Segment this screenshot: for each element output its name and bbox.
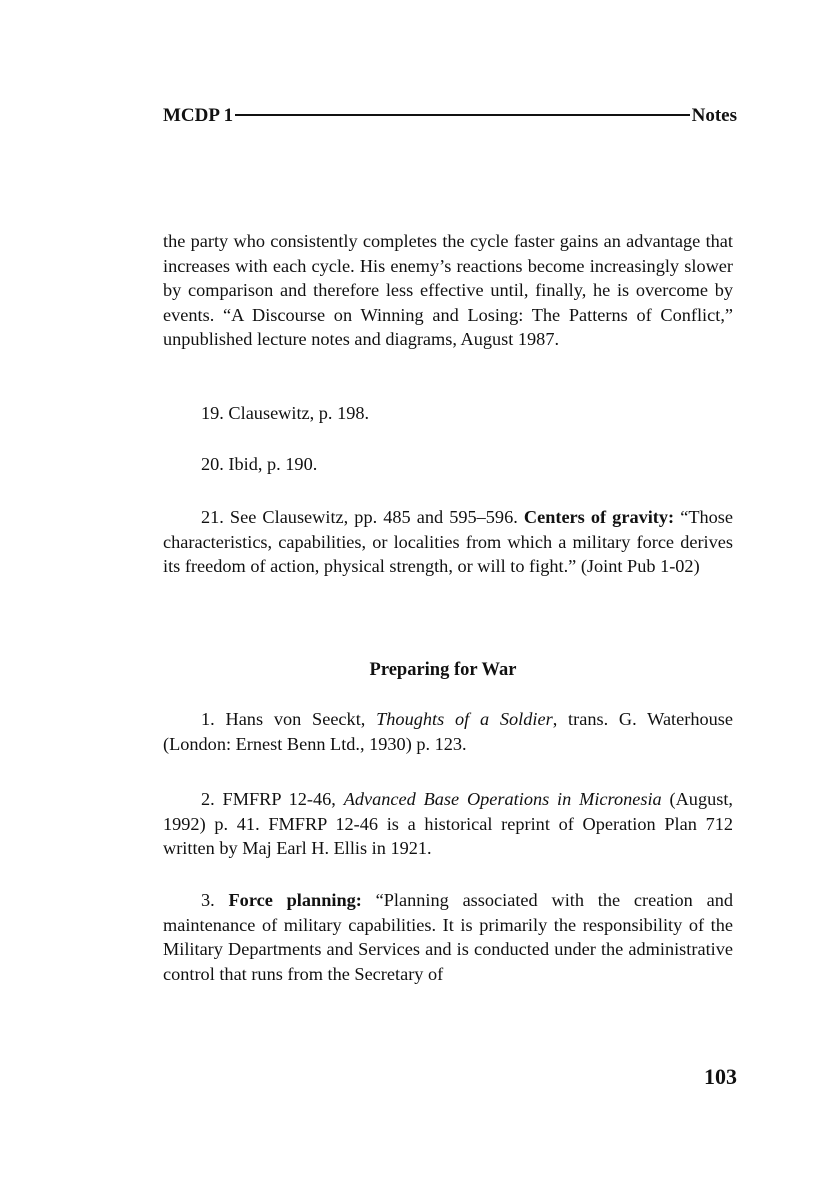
continued-note-text: the party who consistently completes the cycle faster gains an advantage that increases with each cycle. His enemy’s reactions become increasingly slower by comparison and therefore less effective until, finally, he is overcome by events. “A Discourse on Winning and Losing: The Patterns of Conflict,” unpublished lecture notes and diagrams, August 1987. [163, 231, 733, 349]
section-note-1 [163, 707, 733, 756]
continued-note-paragraph [163, 229, 733, 352]
section-note-1-prefix: 1. Hans von Seeckt, [201, 709, 377, 729]
section-note-2-title: Advanced Base Operations in Micronesia [343, 789, 662, 809]
note-19 [163, 401, 733, 426]
section-note-3-prefix: 3. [201, 890, 229, 910]
note-19-text: 19. Clausewitz, p. 198. [201, 403, 370, 423]
running-header [163, 103, 737, 129]
section-note-2-suffix: (August, 1992) p. 41. FMFRP 12-46 is a historical reprint of Operation Plan 712 written by Maj Earl H. Ellis in 1921. [163, 789, 733, 858]
note-20 [163, 452, 733, 477]
section-note-3-term: Force planning: [228, 890, 362, 910]
section-note-1-title: Thoughts of a Soldier [376, 709, 553, 729]
header-left-title: MCDP 1 [163, 105, 234, 126]
header-rule [235, 114, 689, 116]
section-heading: Preparing for War [369, 660, 517, 680]
note-21-term: Centers of gravity: [523, 507, 675, 527]
section-note-2-prefix: 2. FMFRP 12-46, [201, 789, 344, 809]
note-21-definition: “Those characteristics, capabilities, or localities from which a military force derives its freedom of action, physical strength, or will to fight.” (Joint Pub 1-02) [163, 507, 734, 576]
header-right-title: Notes [691, 105, 737, 126]
section-note-1-suffix: , trans. G. Waterhouse (London: Ernest Benn Ltd., 1930) p. 123. [163, 709, 733, 754]
note-21-prefix: 21. See Clausewitz, pp. 485 and 595–596. [201, 507, 524, 527]
page-number: 103 [704, 1064, 737, 1089]
note-20-text: 20. Ibid, p. 190. [201, 454, 318, 474]
section-note-3 [163, 888, 733, 986]
section-note-3-definition: “Planning associated with the creation and maintenance of military capabilities. It is primarily the responsibility of the Military Departments and Services and is conducted under the administrative control that runs from the Secretary of [163, 890, 734, 984]
section-note-2 [163, 787, 733, 861]
note-21 [163, 505, 733, 579]
